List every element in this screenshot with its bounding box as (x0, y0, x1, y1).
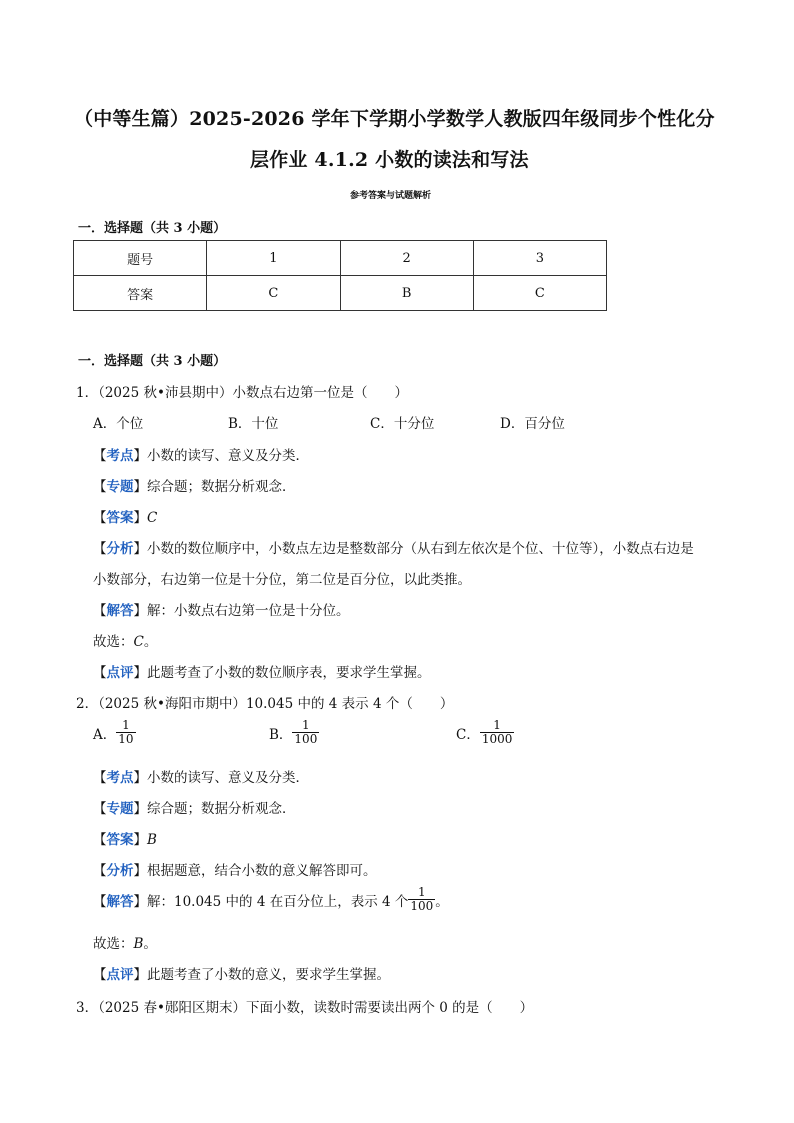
q1-dianping: 【点评】此题考查了小数的数位顺序表，要求学生掌握。 (93, 665, 431, 681)
table-cell: 2 (340, 241, 473, 276)
zhuanti-label: 专题 (106, 801, 134, 817)
guxuan-answer: C (133, 634, 144, 650)
jieda-end: 。 (435, 893, 449, 910)
table-cell: C (473, 276, 606, 311)
q1-option-c: C．十分位 (370, 416, 435, 432)
fraction-denominator: 100 (410, 899, 434, 913)
q1-option-d: D．百分位 (500, 416, 565, 432)
table-row (74, 276, 607, 311)
fraction (408, 886, 435, 913)
table-cell: C (207, 276, 340, 311)
table-cell: 1 (207, 241, 340, 276)
q1-fenxi-line1: 小数的数位顺序中，小数点左边是整数部分（从右到左依次是个位、十位等），小数点右边是 (147, 541, 694, 557)
q2-option-a (93, 719, 136, 746)
q1-option-a: A．个位 (93, 416, 144, 432)
guxuan-end: 。 (143, 936, 157, 952)
q1-kaodian: 【考点】小数的读写、意义及分类． (93, 448, 309, 464)
q2-daan: 【答案】B (93, 832, 157, 848)
guxuan-answer: B (133, 936, 144, 952)
answer-table (73, 240, 607, 311)
q2-zhuanti-text: 综合题；数据分析观念． (147, 801, 296, 817)
table-cell: 题号 (74, 241, 207, 276)
q2-option-c (456, 719, 514, 746)
daan-label: 答案 (106, 510, 134, 526)
q1-fenxi: 【分析】小数的数位顺序中，小数点左边是整数部分（从右到左依次是个位、十位等），小数点右边是 (93, 541, 694, 557)
dianping-label: 点评 (106, 665, 134, 681)
fenxi-label: 分析 (106, 541, 134, 557)
section-heading-questions: 一．选择题（共 3 小题） (78, 354, 227, 369)
table-cell: 答案 (74, 276, 207, 311)
q2-kaodian-text: 小数的读写、意义及分类． (147, 770, 309, 786)
q1-daan: 【答案】C (93, 510, 158, 526)
fraction-numerator: 1 (302, 718, 310, 732)
guxuan-end: 。 (143, 634, 158, 650)
kaodian-label: 考点 (106, 448, 134, 464)
q2-dianping-text: 此题考查了小数的意义，要求学生掌握。 (147, 967, 390, 983)
q2-stem: 2．（2025 秋•海阳市期中）10.045 中的 4 表示 4 个（ ） (76, 696, 454, 712)
q2-fenxi-text: 根据题意，结合小数的意义解答即可。 (147, 863, 377, 879)
q2-daan-text: B (147, 832, 157, 848)
option-prefix: A． (93, 726, 117, 743)
doc-title-line1: （中等生篇）2025-2026 学年下学期小学数学人教版四年级同步个性化分 (74, 108, 715, 130)
q1-kaodian-text: 小数的读写、意义及分类． (147, 448, 309, 464)
fraction-numerator: 1 (418, 885, 426, 899)
fraction-numerator: 1 (493, 718, 501, 732)
q1-zhuanti: 【专题】综合题；数据分析观念． (93, 479, 296, 495)
doc-subtitle: 参考答案与试题解析 (350, 191, 432, 201)
q2-guxuan (93, 932, 157, 952)
q2-kaodian: 【考点】小数的读写、意义及分类． (93, 770, 309, 786)
q1-option-b: B．十位 (228, 416, 279, 432)
section-heading-answers: 一．选择题（共 3 小题） (78, 221, 227, 236)
q2-jieda: 【 解答 】 解：10.045 中的 4 在百分位上，表示 4 个 $\frac{1}{100}$ 。 (93, 885, 449, 913)
table-row (74, 241, 607, 276)
q2-jieda-text: 解：10.045 中的 4 在百分位上，表示 4 个 (147, 893, 409, 910)
q1-zhuanti-text: 综合题；数据分析观念． (147, 479, 296, 495)
doc-title-line2: 层作业 4.1.2 小数的读法和写法 (250, 149, 529, 171)
q1-guxuan (93, 630, 157, 650)
q1-jieda: 【解答】解：小数点右边第一位是十分位。 (93, 603, 350, 619)
q1-stem: 1．（2025 秋•沛县期中）小数点右边第一位是（ ） (76, 385, 408, 401)
q2-zhuanti: 【专题】综合题；数据分析观念． (93, 801, 296, 817)
q2-fenxi: 【分析】根据题意，结合小数的意义解答即可。 (93, 863, 377, 879)
daan-label: 答案 (106, 832, 134, 848)
q1-daan-text: C (147, 510, 158, 526)
fraction-numerator: 1 (122, 718, 130, 732)
fraction (480, 719, 515, 746)
dianping-label: 点评 (106, 967, 134, 983)
fraction (292, 719, 319, 746)
fenxi-label: 分析 (106, 863, 134, 879)
q1-dianping-text: 此题考查了小数的数位顺序表，要求学生掌握。 (147, 665, 431, 681)
jieda-label: 解答 (106, 893, 134, 910)
guxuan-label: 故选： (93, 936, 134, 952)
table-cell: B (340, 276, 473, 311)
q2-option-b (269, 719, 319, 746)
option-prefix: B． (269, 726, 293, 743)
table-cell: 3 (473, 241, 606, 276)
fraction (116, 719, 135, 746)
q3-stem: 3．（2025 春•郧阳区期末）下面小数，读数时需要读出两个 0 的是（ ） (76, 1000, 534, 1016)
zhuanti-label: 专题 (106, 479, 134, 495)
fraction-denominator: 100 (294, 732, 318, 746)
option-prefix: C． (456, 726, 480, 743)
guxuan-label: 故选： (93, 634, 134, 650)
fraction-denominator: 1000 (481, 732, 513, 746)
kaodian-label: 考点 (106, 770, 134, 786)
q1-jieda-text: 解：小数点右边第一位是十分位。 (147, 603, 350, 619)
q1-fenxi-line2: 小数部分，右边第一位是十分位，第二位是百分位，以此类推。 (93, 572, 471, 588)
fraction-denominator: 10 (118, 732, 134, 746)
jieda-label: 解答 (106, 603, 134, 619)
q2-dianping: 【点评】此题考查了小数的意义，要求学生掌握。 (93, 967, 390, 983)
